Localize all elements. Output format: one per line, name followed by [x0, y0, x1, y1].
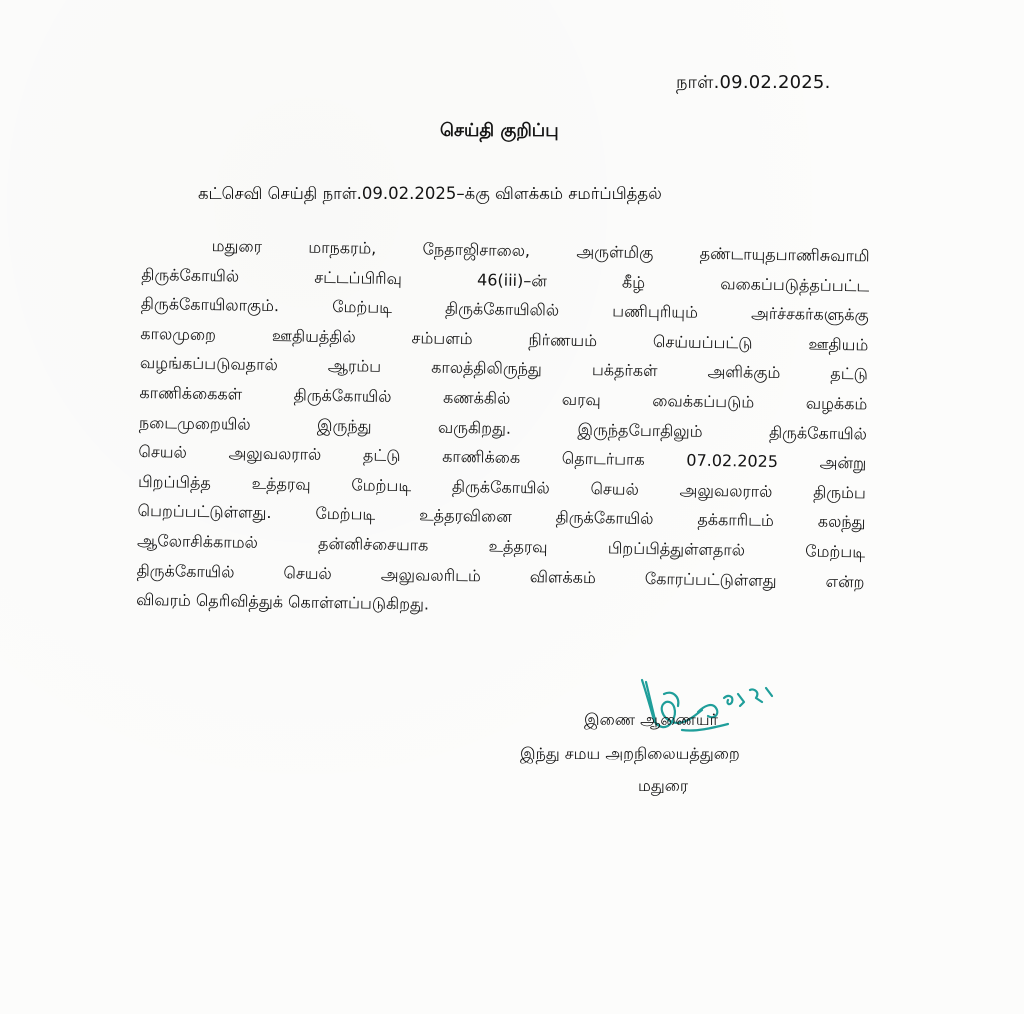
- body-word: மேற்படி: [315, 504, 376, 525]
- body-word: கீழ்: [621, 272, 646, 292]
- body-word: விளக்கம்: [529, 566, 596, 587]
- body-word: தக்காரிடம்: [697, 510, 774, 531]
- body-word: செய்யப்பட்டு: [652, 331, 753, 353]
- body-word: அன்று: [819, 452, 867, 473]
- body-word: 07.02.2025: [686, 450, 779, 472]
- body-word: திருக்கோயில்: [451, 476, 550, 498]
- handwritten-signature: [632, 672, 782, 742]
- signatory-department: இந்து சமய அறநிலையத்துறை: [520, 744, 740, 763]
- body-word: தட்டு: [830, 364, 868, 384]
- body-word: வகைப்படுத்தப்பட்ட: [720, 273, 870, 296]
- body-word: இருந்தபோதிலும்: [577, 419, 703, 441]
- signatory-designation: இணை ஆணையர்: [584, 710, 718, 729]
- body-word: மேற்படி: [805, 541, 866, 562]
- body-word: செயல்: [590, 478, 640, 499]
- body-word: உத்தரவு: [251, 473, 311, 494]
- body-word: வைக்கப்படும்: [652, 391, 755, 412]
- body-word: மேற்படி: [351, 475, 412, 496]
- body-word: திருக்கோயில்: [293, 385, 392, 406]
- body-word: காலத்திலிருந்து: [431, 357, 543, 379]
- document-subject: கட்செவி செய்தி நாள்.09.02.2025–க்கு விளக்கம் சமர்ப்பித்தல்: [198, 184, 662, 203]
- body-word: உத்தரவு: [488, 536, 548, 557]
- body-line-text: விவரம் தெரிவித்துக் கொள்ளப்படுகிறது.: [136, 590, 430, 614]
- body-word: சட்டப்பிரிவு: [314, 267, 403, 288]
- body-word: செயல்: [283, 562, 332, 583]
- body-word: திருக்கோயில்: [555, 507, 654, 529]
- body-word: உத்தரவினை: [419, 505, 512, 527]
- body-word: திருக்கோயிலாகும்.: [140, 294, 280, 316]
- body-word: வழங்கப்படுவதால்: [139, 353, 278, 375]
- body-word: காணிக்கை: [442, 446, 521, 468]
- body-word: செயல்: [138, 442, 187, 462]
- document-title: செய்தி குறிப்பு: [440, 120, 559, 141]
- body-word: நேதாஜிசாலை,: [422, 239, 531, 261]
- body-word: ஆலோசிக்காமல்: [136, 530, 259, 552]
- body-word: காலமுறை: [140, 323, 217, 344]
- body-word: பிறப்பித்த: [137, 471, 212, 492]
- body-word: அலுவலரால்: [228, 443, 322, 464]
- body-word: தொடர்பாக: [561, 448, 645, 470]
- body-word: 46(iii)–ன்: [476, 269, 547, 290]
- body-word: திருக்கோயில்: [141, 264, 240, 286]
- body-word: ஊதியம்: [808, 334, 869, 355]
- body-word: வரவு: [561, 389, 601, 410]
- body-word: அலுவலரால்: [679, 480, 773, 501]
- body-word: நடைமுறையில்: [138, 412, 251, 434]
- body-word: தட்டு: [362, 445, 401, 466]
- body-word: வழக்கம்: [805, 393, 868, 414]
- body-word: பணிபுரியும்: [612, 301, 699, 322]
- body-word: கலந்து: [817, 511, 866, 532]
- body-word: அருள்மிகு: [576, 241, 654, 263]
- body-word: தன்னிச்சையாக: [317, 533, 429, 555]
- body-word: அளிக்கும்: [707, 362, 781, 383]
- body-word: இருந்து: [316, 415, 372, 436]
- body-word: கணக்கில்: [442, 387, 511, 408]
- body-word: மதுரை: [211, 236, 263, 256]
- body-word: வருகிறது.: [437, 417, 512, 438]
- body-word: தண்டாயுதபாணிசுவாமி: [699, 243, 870, 266]
- body-word: திருக்கோயிலில்: [444, 298, 560, 320]
- body-word: அலுவலரிடம்: [380, 564, 481, 585]
- signatory-city: மதுரை: [638, 776, 689, 795]
- body-word: மேற்படி: [332, 297, 393, 318]
- document-date: நாள்.09.02.2025.: [676, 72, 831, 93]
- body-word: ஆரம்ப: [327, 356, 382, 377]
- body-word: திரும்ப: [813, 482, 867, 503]
- body-word: ஊதியத்தில்: [271, 325, 356, 347]
- body-word: பக்தர்கள்: [591, 360, 658, 381]
- body-word: கோரப்பட்டுள்ளது: [644, 568, 777, 590]
- body-word: என்ற: [825, 571, 865, 591]
- body-word: பிறப்பித்துள்ளதால்: [607, 538, 746, 560]
- body-word: திருக்கோயில்: [136, 560, 235, 582]
- body-word: காணிக்கைகள்: [139, 382, 243, 404]
- body-word: அர்ச்சகர்களுக்கு: [750, 303, 869, 325]
- body-word: மாநகரம்,: [308, 237, 377, 258]
- document-body: [136, 230, 870, 626]
- body-word: பெறப்பட்டுள்ளது.: [137, 501, 272, 523]
- body-word: சம்பளம்: [411, 328, 473, 348]
- body-word: திருக்கோயில்: [768, 422, 868, 443]
- body-word: நிர்ணயம்: [528, 329, 598, 350]
